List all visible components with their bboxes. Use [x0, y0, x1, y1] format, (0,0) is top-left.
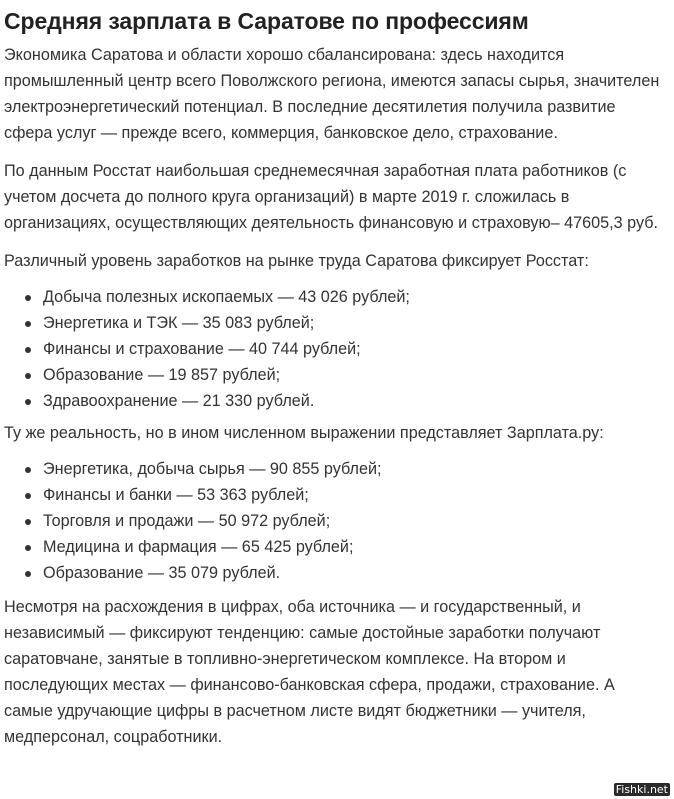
- list-item: Здравоохранение — 21 330 рублей.: [4, 388, 668, 414]
- list-item: Торговля и продажи — 50 972 рублей;: [4, 508, 668, 534]
- list-item: Образование — 35 079 рублей.: [4, 560, 668, 586]
- list-item: Финансы и страхование — 40 744 рублей;: [4, 336, 668, 362]
- article: [4, 0, 668, 750]
- paragraph-zarplata-intro: Ту же реальность, но в ином численном выражении представляет Зарплата.ру:: [4, 424, 604, 442]
- list-item: Образование — 19 857 рублей;: [4, 362, 668, 388]
- list-item: Медицина и фармация — 65 425 рублей;: [4, 534, 668, 560]
- article-title: Средняя зарплата в Саратове по профессиям: [4, 8, 529, 34]
- list-item: Энергетика и ТЭК — 35 083 рублей;: [4, 310, 668, 336]
- paragraph-rosstat-salary: По данным Росстат наибольшая среднемесячная заработная плата работников (с учетом досчета до полного круга организаций) в марте 2019 г. сложилась в организациях, осуществляющих деятельность финансовую и страховую– 47605,3 руб.: [4, 162, 658, 232]
- list-item: Финансы и банки — 53 363 рублей;: [4, 482, 668, 508]
- paragraph-conclusion: Несмотря на расхождения в цифрах, оба источника — и государственный, и независимый — фиксируют тенденцию: самые достойные заработки получают саратовчане, занятые в топливно-энергетическом комплексе. На втором и последующих местах — финансово-банковская сфера, продажи, страхование. А самые удручающие цифры в расчетном листе видят бюджетники — учителя, медперсонал, соцработники.: [4, 598, 615, 746]
- list-item: Добыча полезных ископаемых — 43 026 рублей;: [4, 284, 668, 310]
- rosstat-salary-list: [4, 284, 668, 414]
- watermark: Fishki.net: [615, 783, 668, 796]
- zarplata-salary-list: [4, 456, 668, 586]
- paragraph-economy: Экономика Саратова и области хорошо сбалансирована: здесь находится промышленный центр всего Поволжского региона, имеются запасы сырья, значителен электроэнергетический потенциал. В последние десятилетия получила развитие сфера услуг — прежде всего, коммерция, банковское дело, страхование.: [4, 46, 660, 142]
- paragraph-rosstat-intro: Различный уровень заработков на рынке труда Саратова фиксирует Росстат:: [4, 252, 589, 270]
- list-item: Энергетика, добыча сырья — 90 855 рублей;: [4, 456, 668, 482]
